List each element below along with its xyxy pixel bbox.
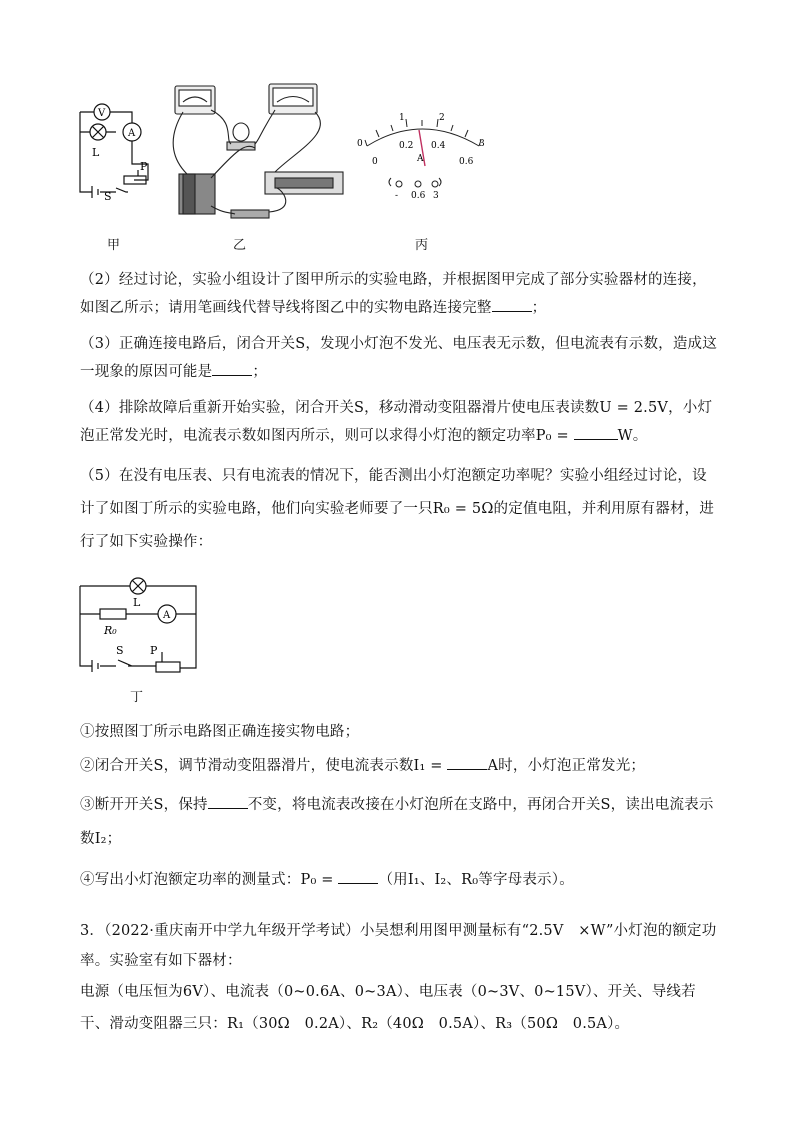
label-S: S <box>104 190 112 202</box>
caption-yi: 乙 <box>233 238 247 253</box>
q5-text: （5）在没有电压表、只有电流表的情况下，能否测出小灯泡额定功率呢？实验小组经过讨论，设计了如图丁所示的实验电路，他们向实验老师要了一只R₀ = 5Ω的定值电阻，并利用原有器材，进行了如下实验操作： <box>80 468 715 550</box>
unit-label: A <box>417 154 424 164</box>
tick-bottom-0.6: 0.6 <box>459 157 474 167</box>
q3-end: ； <box>252 364 268 380</box>
caption-jia: 甲 <box>107 238 121 253</box>
label-P: P <box>150 644 158 657</box>
step-1: ①按照图丁所示电路图正确连接实物电路； <box>80 724 360 740</box>
s2-blank[interactable] <box>447 755 487 770</box>
label-R0: R₀ <box>104 624 117 637</box>
tick-bottom-0.2: 0.2 <box>399 141 414 151</box>
label-A: A <box>128 128 136 139</box>
terminal-3: 3 <box>433 191 439 201</box>
s4-b: （用I₁、I₂、R₀等字母表示）。 <box>378 872 574 888</box>
step-4 <box>80 866 720 894</box>
q3-text: （3）正确连接电路后，闭合开关S，发现小灯泡不发光、电压表无示数，但电流表有示数，造成这一现象的原因可能是 <box>80 336 717 380</box>
s3-b: 不变，将电流表改接在小灯泡所在支路中，再闭合开关S，读出电流表示数I₂； <box>80 797 714 847</box>
caption-bing: 丙 <box>415 238 429 253</box>
q4-end: W。 <box>617 428 648 444</box>
s3-a: ③断开开关S，保持 <box>80 797 208 813</box>
label-S: S <box>116 644 124 657</box>
s2-b: A时，小灯泡正常发光； <box>487 758 646 774</box>
circuit-diagram-jia <box>72 92 162 202</box>
s4-blank[interactable] <box>338 869 378 884</box>
s3-blank[interactable] <box>208 794 248 809</box>
terminal-minus: - <box>395 191 399 201</box>
tick-bottom-0: 0 <box>372 157 378 167</box>
q4-text: （4）排除故障后重新开始实验，闭合开关S，移动滑动变阻器滑片使电压表读数U = 2.5V，小灯泡正常发光时，电流表示数如图丙所示，则可以求得小灯泡的额定功率P₀ = <box>80 400 713 444</box>
q2-blank[interactable] <box>492 297 532 312</box>
tick-top-3: 3 <box>479 139 485 149</box>
label-V: V <box>98 108 106 119</box>
step-2 <box>80 752 720 780</box>
q4-blank[interactable] <box>574 425 618 440</box>
question-4 <box>80 394 720 450</box>
terminal-0.6: 0.6 <box>411 191 426 201</box>
question-5 <box>80 460 720 559</box>
problem-3-intro: 3．（2022·重庆南开中学九年级开学考试）小吴想利用图甲测量标有“2.5V ×W”小灯泡的额定功率。实验室有如下器材： <box>80 923 717 969</box>
problem-3-equipment: 电源（电压恒为6V）、电流表（0~0.6A、0~3A）、电压表（0~3V、0~15V）、开关、导线若干、滑动变阻器三只：R₁（30Ω 0.2A）、R₂（40Ω 0.5A）、R₃（50Ω 0.5A）。 <box>80 984 696 1032</box>
s2-a: ②闭合开关S，调节滑动变阻器滑片，使电流表示数I₁ = <box>80 758 448 774</box>
s4-a: ④写出小灯泡额定功率的测量式：P₀ = <box>80 872 339 888</box>
circuit-diagram-ding <box>72 572 202 676</box>
caption-ding: 丁 <box>130 690 144 705</box>
step-3 <box>80 788 720 856</box>
tick-top-2: 2 <box>439 113 445 123</box>
ammeter-dial-bing <box>355 108 490 203</box>
label-L: L <box>92 146 100 159</box>
q2-end: ； <box>531 300 547 316</box>
label-P: P <box>140 160 148 173</box>
question-3 <box>80 330 720 386</box>
label-L: L <box>133 596 141 609</box>
tick-bottom-0.4: 0.4 <box>431 141 446 151</box>
physical-circuit-yi <box>165 82 360 222</box>
tick-top-1: 1 <box>399 113 405 123</box>
q3-blank[interactable] <box>212 361 252 376</box>
question-2 <box>80 266 720 322</box>
label-A: A <box>163 610 171 621</box>
tick-top-0: 0 <box>357 139 363 149</box>
q2-text: （2）经过讨论，实验小组设计了图甲所示的实验电路，并根据图甲完成了部分实验器材的连接，如图乙所示；请用笔画线代替导线将图乙中的实物电路连接完整 <box>80 272 707 316</box>
